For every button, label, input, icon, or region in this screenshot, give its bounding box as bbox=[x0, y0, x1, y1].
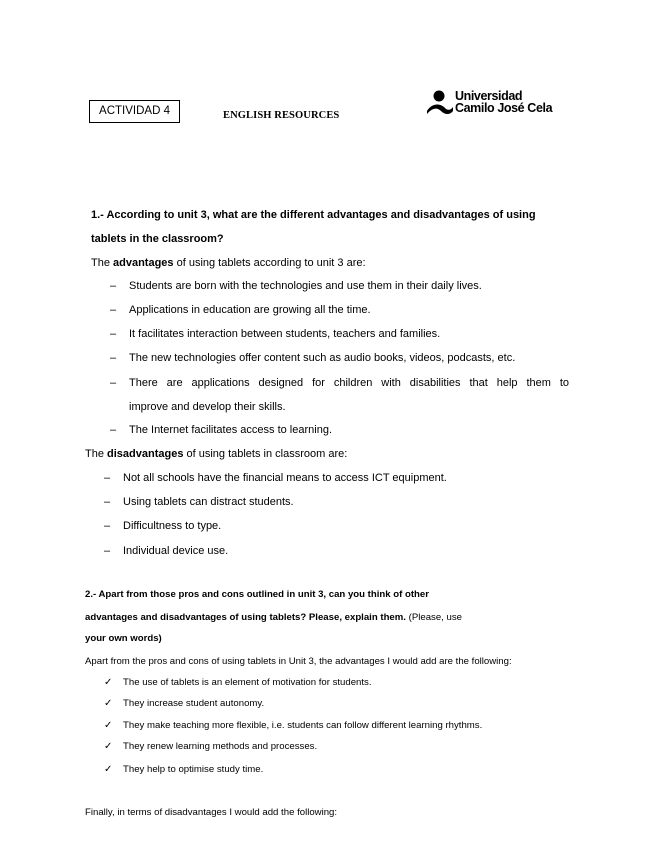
checkmark-icon: ✓ bbox=[104, 741, 113, 752]
q1-disadv-intro-post: of using tablets in classroom are: bbox=[183, 448, 348, 460]
logo-text-line2: Camilo José Cela bbox=[455, 101, 553, 115]
q2-question-line2 bbox=[85, 612, 462, 624]
q2-question-line2-rest: (Please, use bbox=[405, 612, 462, 623]
list-item-text: The Internet facilitates access to learning. bbox=[129, 424, 332, 436]
list-item-text: Students are born with the technologies and use them in their daily lives. bbox=[129, 280, 482, 292]
logo-text-line1: Universidad bbox=[455, 89, 523, 103]
list-item-text: Individual device use. bbox=[123, 545, 229, 557]
checkmark-icon: ✓ bbox=[104, 677, 113, 688]
dash-bullet: – bbox=[110, 377, 117, 389]
list-item-text: It facilitates interaction between students, teachers and families. bbox=[129, 328, 441, 340]
list-item-text: Not all schools have the financial means to access ICT equipment. bbox=[123, 472, 447, 484]
university-logo-icon bbox=[426, 88, 454, 118]
q1-disadv-intro-bold: disadvantages bbox=[107, 448, 184, 460]
q1-disadv-intro-pre: The bbox=[85, 448, 108, 460]
dash-bullet: – bbox=[110, 424, 117, 436]
q1-question-line1: 1.- According to unit 3, what are the different advantages and disadvantages of using bbox=[91, 209, 536, 221]
document-title: ENGLISH RESOURCES bbox=[223, 110, 340, 121]
list-item-text: The use of tablets is an element of motivation for students. bbox=[123, 677, 372, 688]
list-item-text: Applications in education are growing all the time. bbox=[129, 304, 371, 316]
checkmark-icon: ✓ bbox=[104, 764, 113, 775]
dash-bullet: – bbox=[104, 545, 111, 557]
list-item-text: They renew learning methods and processes. bbox=[123, 741, 318, 752]
q1-adv-intro-bold: advantages bbox=[113, 257, 174, 269]
dash-bullet: – bbox=[104, 520, 111, 532]
activity-label: ACTIVIDAD 4 bbox=[99, 105, 170, 117]
q2-question-line1: 2.- Apart from those pros and cons outlined in unit 3, can you think of other bbox=[85, 589, 429, 600]
dash-bullet: – bbox=[104, 472, 111, 484]
activity-label-box bbox=[89, 100, 180, 123]
q1-adv-intro-post: of using tablets according to unit 3 are: bbox=[173, 257, 366, 269]
list-item-text: They help to optimise study time. bbox=[123, 764, 264, 775]
university-logo bbox=[426, 88, 556, 120]
q1-advantages-intro bbox=[91, 256, 366, 270]
list-item-text: The new technologies offer content such as audio books, videos, podcasts, etc. bbox=[129, 352, 516, 364]
q1-adv-intro-pre: The bbox=[91, 257, 114, 269]
list-item-text-continued: improve and develop their skills. bbox=[129, 401, 286, 413]
dash-bullet: – bbox=[110, 352, 117, 364]
dash-bullet: – bbox=[110, 304, 117, 316]
q1-disadvantages-intro bbox=[85, 447, 347, 461]
q2-question-line3: your own words) bbox=[85, 633, 162, 644]
checkmark-icon: ✓ bbox=[104, 698, 113, 709]
dash-bullet: – bbox=[110, 328, 117, 340]
q2-intro: Apart from the pros and cons of using tablets in Unit 3, the advantages I would add are the following: bbox=[85, 656, 512, 667]
checkmark-icon: ✓ bbox=[104, 720, 113, 731]
q2-question-line2-bold: advantages and disadvantages of using tablets? Please, explain them. bbox=[85, 612, 406, 623]
q1-question-line2: tablets in the classroom? bbox=[91, 233, 224, 245]
list-item-text: They increase student autonomy. bbox=[123, 698, 265, 709]
q2-final-text: Finally, in terms of disadvantages I would add the following: bbox=[85, 807, 338, 818]
list-item-text: There are applications designed for children with disabilities that help them to bbox=[129, 377, 569, 389]
list-item-text: Difficultness to type. bbox=[123, 520, 222, 532]
list-item-text: They make teaching more flexible, i.e. students can follow different learning rhythms. bbox=[123, 720, 483, 731]
list-item-text: Using tablets can distract students. bbox=[123, 496, 294, 508]
dash-bullet: – bbox=[104, 496, 111, 508]
dash-bullet: – bbox=[110, 280, 117, 292]
